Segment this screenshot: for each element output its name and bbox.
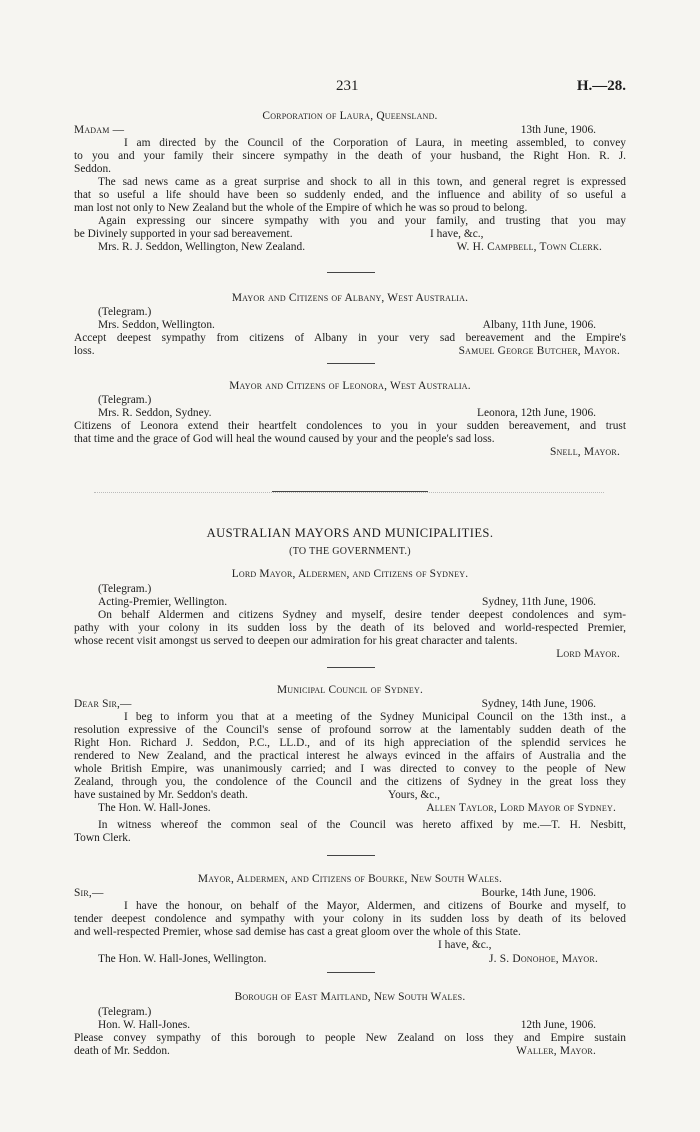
albany-addressee: Mrs. Seddon, Wellington. xyxy=(98,319,215,331)
albany-telegram-label: (Telegram.) xyxy=(98,306,152,318)
section-divider xyxy=(327,855,375,856)
sydney-body-line: whose recent visit amongst us served to deepen our admiration for his great character and talents. xyxy=(74,635,518,647)
sydney-signatory: Lord Mayor. xyxy=(556,648,620,660)
laura-p1-line: Seddon. xyxy=(74,163,112,175)
laura-heading: Corporation of Laura, Queensland. xyxy=(262,110,438,122)
council-addressee: The Hon. W. Hall-Jones. xyxy=(98,802,211,814)
council-body-line: resolution expressive of the Council's sense of profound sorrow at the lamentably sudden death of the xyxy=(74,724,626,736)
leonora-body-line: Citizens of Leonora extend their heartfelt condolences to you in your sudden bereavement, and trust xyxy=(74,420,626,432)
laura-p2-line: man lost not only to New Zealand but the whole of the Empire of which he was so proud to belong. xyxy=(74,202,528,214)
east-maitland-addressee: Hon. W. Hall-Jones. xyxy=(98,1019,191,1031)
bourke-signatory: J. S. Donohoe, Mayor. xyxy=(489,953,598,965)
council-date: Sydney, 14th June, 1906. xyxy=(481,698,596,710)
leonora-signatory: Snell, Mayor. xyxy=(550,446,620,458)
council-body-line: rendered to New Zealand, and the practical interest he always evinced in the affairs of Australia and the xyxy=(74,750,626,762)
bourke-heading: Mayor, Aldermen, and Citizens of Bourke, New South Wales. xyxy=(197,873,503,885)
east-maitland-date: 12th June, 1906. xyxy=(520,1019,596,1031)
bourke-closing: I have, &c., xyxy=(438,939,492,951)
council-body-line: Zealand, through you, the condolence of the Council and the citizens of Sydney in the great loss they xyxy=(74,776,626,788)
leonora-heading: Mayor and Citizens of Leonora, West Australia. xyxy=(229,380,471,392)
page-number: 231 xyxy=(336,78,359,94)
sydney-body-line: pathy with your colony in its sudden loss by the death of its beloved and world-respected Premier, xyxy=(74,622,626,634)
council-heading: Municipal Council of Sydney. xyxy=(276,684,424,696)
section-divider xyxy=(327,972,375,973)
major-section-rule xyxy=(272,491,428,492)
laura-p3-line: be Divinely supported in your sad bereavement. xyxy=(74,228,293,240)
section-divider xyxy=(327,667,375,668)
section-subtitle: (TO THE GOVERNMENT.) xyxy=(289,546,411,557)
albany-heading: Mayor and Citizens of Albany, West Australia. xyxy=(231,292,469,304)
east-maitland-heading: Borough of East Maitland, New South Wales. xyxy=(234,991,466,1003)
bourke-body-line: and well-respected Premier, whose sad demise has cast a great gloom over the whole of this State. xyxy=(74,926,521,938)
laura-p2-line: that so useful a life should have been so suddenly ended, and the influence and ability of so useful a xyxy=(74,189,626,201)
laura-closing: I have, &c., xyxy=(430,228,484,240)
albany-signatory: Samuel George Butcher, Mayor. xyxy=(458,345,620,357)
sydney-body-line: On behalf Aldermen and citizens Sydney and myself, desire tender deepest condolences and sym- xyxy=(98,609,626,621)
leonora-telegram-label: (Telegram.) xyxy=(98,394,152,406)
laura-salutation: Madam — xyxy=(74,124,125,136)
laura-signatory: W. H. Campbell, Town Clerk. xyxy=(456,241,602,253)
sydney-date: Sydney, 11th June, 1906. xyxy=(481,596,596,608)
laura-p1-line: to you and your family their sincere sympathy in the death of your husband, the Right Hon. R. J. xyxy=(74,150,626,162)
section-divider xyxy=(327,272,375,273)
albany-body-line: loss. xyxy=(74,345,95,357)
laura-p1-line: I am directed by the Council of the Corporation of Laura, in meeting assembled, to convey xyxy=(124,137,626,149)
council-salutation: Dear Sir,— xyxy=(74,698,132,710)
east-maitland-signatory: Waller, Mayor. xyxy=(516,1045,596,1057)
leonora-date: Leonora, 12th June, 1906. xyxy=(477,407,596,419)
faint-dotted-line xyxy=(94,492,604,493)
leonora-body-line: that time and the grace of God will heal the wound caused by your and the people's sad loss. xyxy=(74,433,495,445)
council-seal-line: Town Clerk. xyxy=(74,832,131,844)
sydney-lord-mayor-heading: Lord Mayor, Aldermen, and Citizens of Sydney. xyxy=(231,568,469,580)
albany-body-line: Accept deepest sympathy from citizens of Albany in your very sad bereavement and the Empire's xyxy=(74,332,626,344)
laura-date: 13th June, 1906. xyxy=(520,124,596,136)
council-body-line: whole British Empire, was unanimously carried; and I was directed to convey to the people of New xyxy=(74,763,626,775)
sydney-telegram-label: (Telegram.) xyxy=(98,583,152,595)
leonora-addressee: Mrs. R. Seddon, Sydney. xyxy=(98,407,212,419)
bourke-body-line: tender deepest condolence and sympathy with your colony in its sudden loss by death of its beloved xyxy=(74,913,626,925)
bourke-addressee: The Hon. W. Hall-Jones, Wellington. xyxy=(98,953,267,965)
laura-addressee: Mrs. R. J. Seddon, Wellington, New Zealand. xyxy=(98,241,306,253)
laura-p2-line: The sad news came as a great surprise and shock to all in this town, and general regret is expressed xyxy=(98,176,626,188)
section-title: AUSTRALIAN MAYORS AND MUNICIPALITIES. xyxy=(206,526,494,540)
council-signatory: Allen Taylor, Lord Mayor of Sydney. xyxy=(426,802,616,814)
albany-date: Albany, 11th June, 1906. xyxy=(482,319,596,331)
sydney-addressee: Acting-Premier, Wellington. xyxy=(98,596,228,608)
council-seal-line: In witness whereof the common seal of the Council was hereto affixed by me.—T. H. Nesbitt, xyxy=(98,819,626,831)
laura-p3-line: Again expressing our sincere sympathy with you and your family, and trusting that you may xyxy=(98,215,626,227)
document-reference: H.—28. xyxy=(576,78,626,94)
bourke-body-line: I have the honour, on behalf of the Mayor, Aldermen, and citizens of Bourke and myself, to xyxy=(124,900,626,912)
council-body-line: have sustained by Mr. Seddon's death. xyxy=(74,789,248,801)
east-maitland-body-line: death of Mr. Seddon. xyxy=(74,1045,170,1057)
council-body-line: Right Hon. Richard J. Seddon, P.C., LL.D., and of its high appreciation of the splendid services he xyxy=(74,737,626,749)
bourke-date: Bourke, 14th June, 1906. xyxy=(481,887,596,899)
east-maitland-body-line: Please convey sympathy of this borough to people New Zealand on loss they and Empire sustain xyxy=(74,1032,626,1044)
bourke-salutation: Sir,— xyxy=(74,887,104,899)
council-closing: Yours, &c., xyxy=(388,789,441,801)
council-body-line: I beg to inform you that at a meeting of the Sydney Municipal Council on the 13th inst., a xyxy=(124,711,626,723)
east-maitland-telegram-label: (Telegram.) xyxy=(98,1006,152,1018)
section-divider xyxy=(327,363,375,364)
